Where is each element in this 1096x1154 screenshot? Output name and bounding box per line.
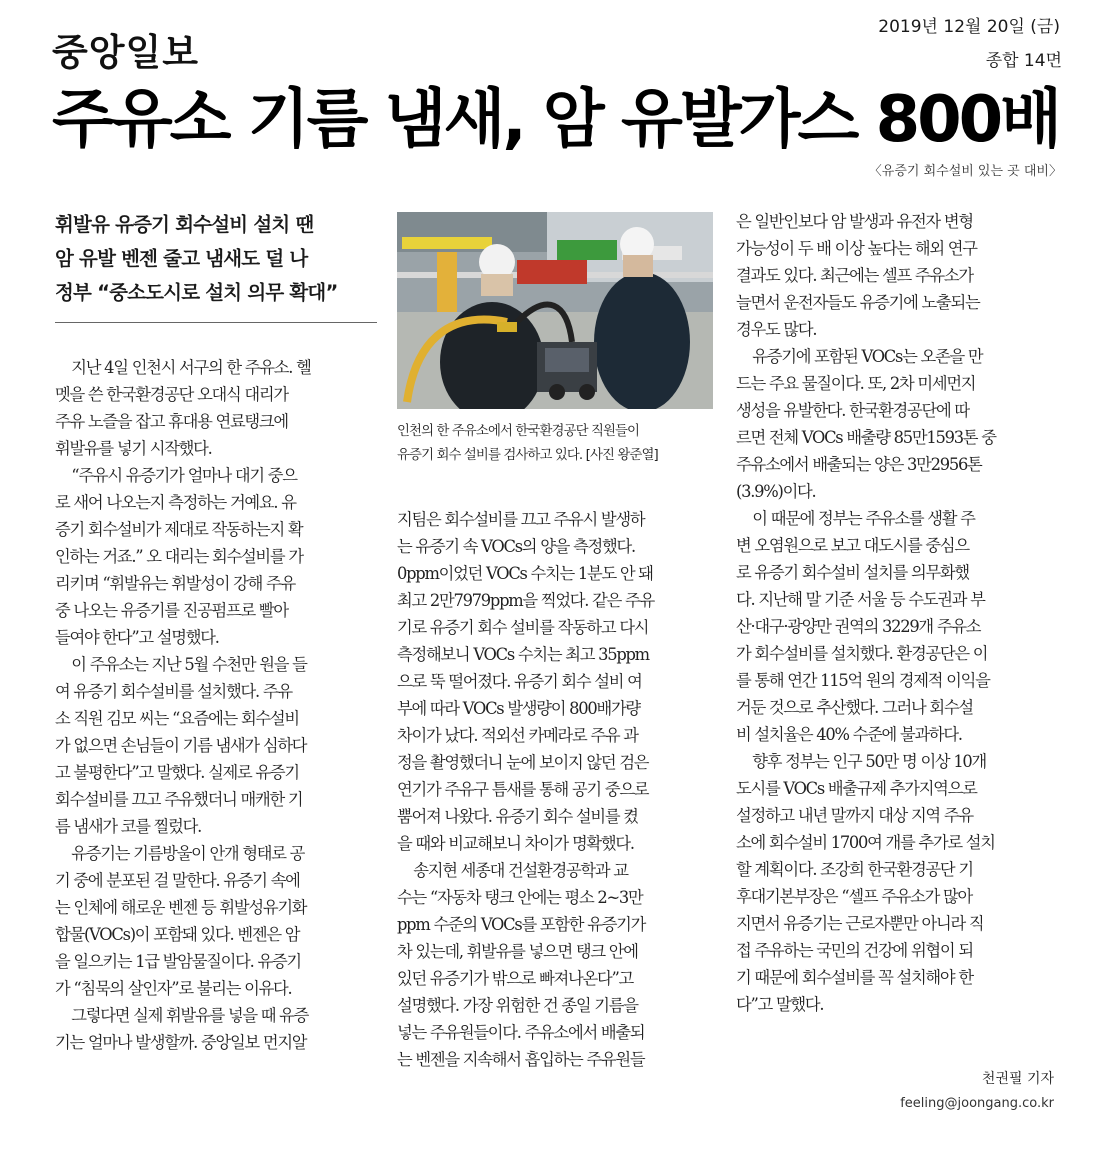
article-line: 기로 유증기 회수 설비를 작동하고 다시	[397, 618, 649, 637]
article-column-3	[736, 208, 1054, 1018]
article-line: 가능성이 두 배 이상 높다는 해외 연구	[736, 239, 977, 258]
article-line: 변 오염원으로 보고 대도시를 중심으	[736, 536, 969, 555]
article-line: 산·대구·광양만 권역의 3229개 주유소	[736, 617, 981, 636]
article-line: 을 일으키는 1급 발암물질이다. 유증기	[55, 952, 301, 971]
article-line: 유증기는 기름방울이 안개 형태로 공	[71, 844, 305, 863]
article-line: 거둔 것으로 추산했다. 그러나 회수설	[736, 698, 973, 717]
article-line: 지면서 유증기는 근로자뿐만 아니라 직	[736, 914, 984, 933]
article-line: 이 주유소는 지난 5월 수천만 원을 들	[71, 655, 307, 674]
article-line: 휘발유를 넣기 시작했다.	[55, 439, 212, 458]
article-line: ppm 수준의 VOCs를 포함한 유증기가	[397, 915, 646, 934]
article-line: 는 벤젠을 지속해서 흡입하는 주유원들	[397, 1050, 645, 1069]
article-line: 기는 얼마나 발생할까. 중앙일보 먼지알	[55, 1033, 307, 1052]
article-line: 있던 유증기가 밖으로 빠져나온다”고	[397, 969, 634, 988]
byline: 천권필 기자	[981, 1071, 1054, 1087]
article-line: 도시를 VOCs 배출규제 추가지역으로	[736, 779, 977, 798]
article-line: 가 회수설비를 설치했다. 환경공단은 이	[736, 644, 988, 663]
article-line: 을 때와 비교해보니 차이가 명확했다.	[397, 834, 634, 853]
article-line: 소 직원 김모 씨는 “요즘에는 회수설비	[55, 709, 299, 728]
article-line: 멧을 쓴 한국환경공단 오대식 대리가	[55, 385, 288, 404]
article-line: 여 유증기 회수설비를 설치했다. 주유	[55, 682, 292, 701]
article-line: 최고 2만7979ppm을 찍었다. 같은 주유	[397, 591, 654, 610]
article-line: 로 유증기 회수설비 설치를 의무화했	[736, 563, 969, 582]
article-line: 주유소에서 배출되는 양은 3만2956톤	[736, 455, 982, 474]
newspaper-logo: 중앙일보	[52, 31, 199, 74]
article-line: 정을 촬영했더니 눈에 보이지 않던 검은	[397, 753, 649, 772]
article-line: 접 주유하는 국민의 건강에 위협이 되	[736, 941, 973, 960]
article-line: 그렇다면 실제 휘발유를 넣을 때 유증	[71, 1006, 309, 1025]
article-line: 름 냄새가 코를 찔렀다.	[55, 817, 202, 836]
article-line: (3.9%)이다.	[736, 482, 816, 501]
article-line: 설명했다. 가장 위험한 건 종일 기름을	[397, 996, 638, 1015]
article-line: 넣는 주유원들이다. 주유소에서 배출되	[397, 1023, 645, 1042]
article-line: “주유시 유증기가 얼마나 대기 중으	[71, 466, 297, 485]
page-section: 종합 14면	[985, 51, 1062, 71]
article-line: 차 있는데, 휘발유를 넣으면 탱크 안에	[397, 942, 638, 961]
caption-line: 인천의 한 주유소에서 한국환경공단 직원들이	[397, 424, 640, 439]
article-line: 로 새어 나오는지 측정하는 거예요. 유	[55, 493, 296, 512]
article-line: 지난 4일 인천시 서구의 한 주유소. 헬	[71, 358, 311, 377]
article-column-1	[55, 354, 377, 1056]
article-line: 측정해보니 VOCs 수치는 최고 35ppm	[397, 645, 649, 664]
article-line: 를 통해 연간 115억 원의 경제적 이익을	[736, 671, 990, 690]
article-line: 고 불평한다”고 말했다. 실제로 유증기	[55, 763, 299, 782]
article-line: 부에 따라 VOCs 발생량이 800배가량	[397, 699, 640, 718]
article-line: 0ppm이었던 VOCs 수치는 1분도 안 돼	[397, 564, 653, 583]
photo-caption	[397, 420, 715, 468]
subheadings	[55, 208, 385, 310]
article-line: 후대기본부장은 “셀프 주유소가 많아	[736, 887, 973, 906]
article-line: 들여야 한다”고 설명했다.	[55, 628, 219, 647]
article-column-2	[397, 506, 713, 1073]
subheading: 정부 “중소도시로 설치 의무 확대”	[55, 281, 338, 304]
article-line: 주유 노즐을 잡고 휴대용 연료탱크에	[55, 412, 288, 431]
article-line: 설정하고 내년 말까지 대상 지역 주유	[736, 806, 973, 825]
article-line: 연기가 주유구 틈새를 통해 공기 중으로	[397, 780, 649, 799]
article-line: 경우도 많다.	[736, 320, 817, 339]
article-line: 리키며 “휘발유는 휘발성이 강해 주유	[55, 574, 295, 593]
reporter-email[interactable]: feeling@joongang.co.kr	[900, 1096, 1054, 1111]
article-line: 기 중에 분포된 걸 말한다. 유증기 속에	[55, 871, 300, 890]
subheading: 휘발유 유증기 회수설비 설치 땐	[55, 213, 314, 236]
headline-note: 〈유증기 회수설비 있는 곳 대비〉	[868, 164, 1062, 179]
gas-station-photo	[397, 212, 713, 409]
article-line: 결과도 있다. 최근에는 셀프 주유소가	[736, 266, 973, 285]
article-line: 는 유증기 속 VOCs의 양을 측정했다.	[397, 537, 635, 556]
issue-date: 2019년 12월 20일 (금)	[878, 17, 1060, 37]
article-line: 가 없으면 손님들이 기름 냄새가 심하다	[55, 736, 307, 755]
article-line: 생성을 유발한다. 한국환경공단에 따	[736, 401, 969, 420]
article-line: 합물(VOCs)이 포함돼 있다. 벤젠은 암	[55, 925, 300, 944]
article-line: 르면 전체 VOCs 배출량 85만1593톤 중	[736, 428, 996, 447]
article-line: 인하는 거죠.” 오 대리는 회수설비를 가	[55, 547, 303, 566]
article-line: 중 나오는 유증기를 진공펌프로 빨아	[55, 601, 288, 620]
subheading-divider	[55, 322, 377, 323]
article-line: 송지현 세종대 건설환경공학과 교	[413, 861, 628, 880]
article-line: 소에 회수설비 1700여 개를 추가로 설치	[736, 833, 995, 852]
article-line: 다”고 말했다.	[736, 995, 824, 1014]
article-line: 비 설치율은 40% 수준에 불과하다.	[736, 725, 962, 744]
article-line: 드는 주요 물질이다. 또, 2차 미세먼지	[736, 374, 976, 393]
article-line: 이 때문에 정부는 주유소를 생활 주	[752, 509, 975, 528]
article-photo	[397, 212, 713, 409]
article-line: 회수설비를 끄고 주유했더니 매캐한 기	[55, 790, 303, 809]
article-line: 기 때문에 회수설비를 꼭 설치해야 한	[736, 968, 973, 987]
article-line: 는 인체에 해로운 벤젠 등 휘발성유기화	[55, 898, 307, 917]
article-line: 증기 회수설비가 제대로 작동하는지 확	[55, 520, 303, 539]
headline: 주유소 기름 냄새, 암 유발가스 800배	[52, 83, 1060, 157]
article-line: 으로 뚝 떨어졌다. 유증기 회수 설비 여	[397, 672, 642, 691]
caption-line: 유증기 회수 설비를 검사하고 있다. [사진 왕준열]	[397, 448, 658, 463]
article-line: 수는 “자동차 탱크 안에는 평소 2~3만	[397, 888, 643, 907]
article-line: 늘면서 운전자들도 유증기에 노출되는	[736, 293, 980, 312]
subheading: 암 유발 벤젠 줄고 냄새도 덜 나	[55, 247, 308, 270]
article-line: 다. 지난해 말 기준 서울 등 수도권과 부	[736, 590, 985, 609]
article-line: 차이가 났다. 적외선 카메라로 주유 과	[397, 726, 638, 745]
article-line: 지팀은 회수설비를 끄고 주유시 발생하	[397, 510, 645, 529]
article-line: 향후 정부는 인구 50만 명 이상 10개	[752, 752, 987, 771]
article-line: 은 일반인보다 암 발생과 유전자 변형	[736, 212, 973, 231]
article-line: 가 “침묵의 살인자”로 불리는 이유다.	[55, 979, 292, 998]
article-line: 유증기에 포함된 VOCs는 오존을 만	[752, 347, 983, 366]
article-line: 할 계획이다. 조강희 한국환경공단 기	[736, 860, 973, 879]
article-line: 뿜어져 나왔다. 유증기 회수 설비를 켰	[397, 807, 638, 826]
